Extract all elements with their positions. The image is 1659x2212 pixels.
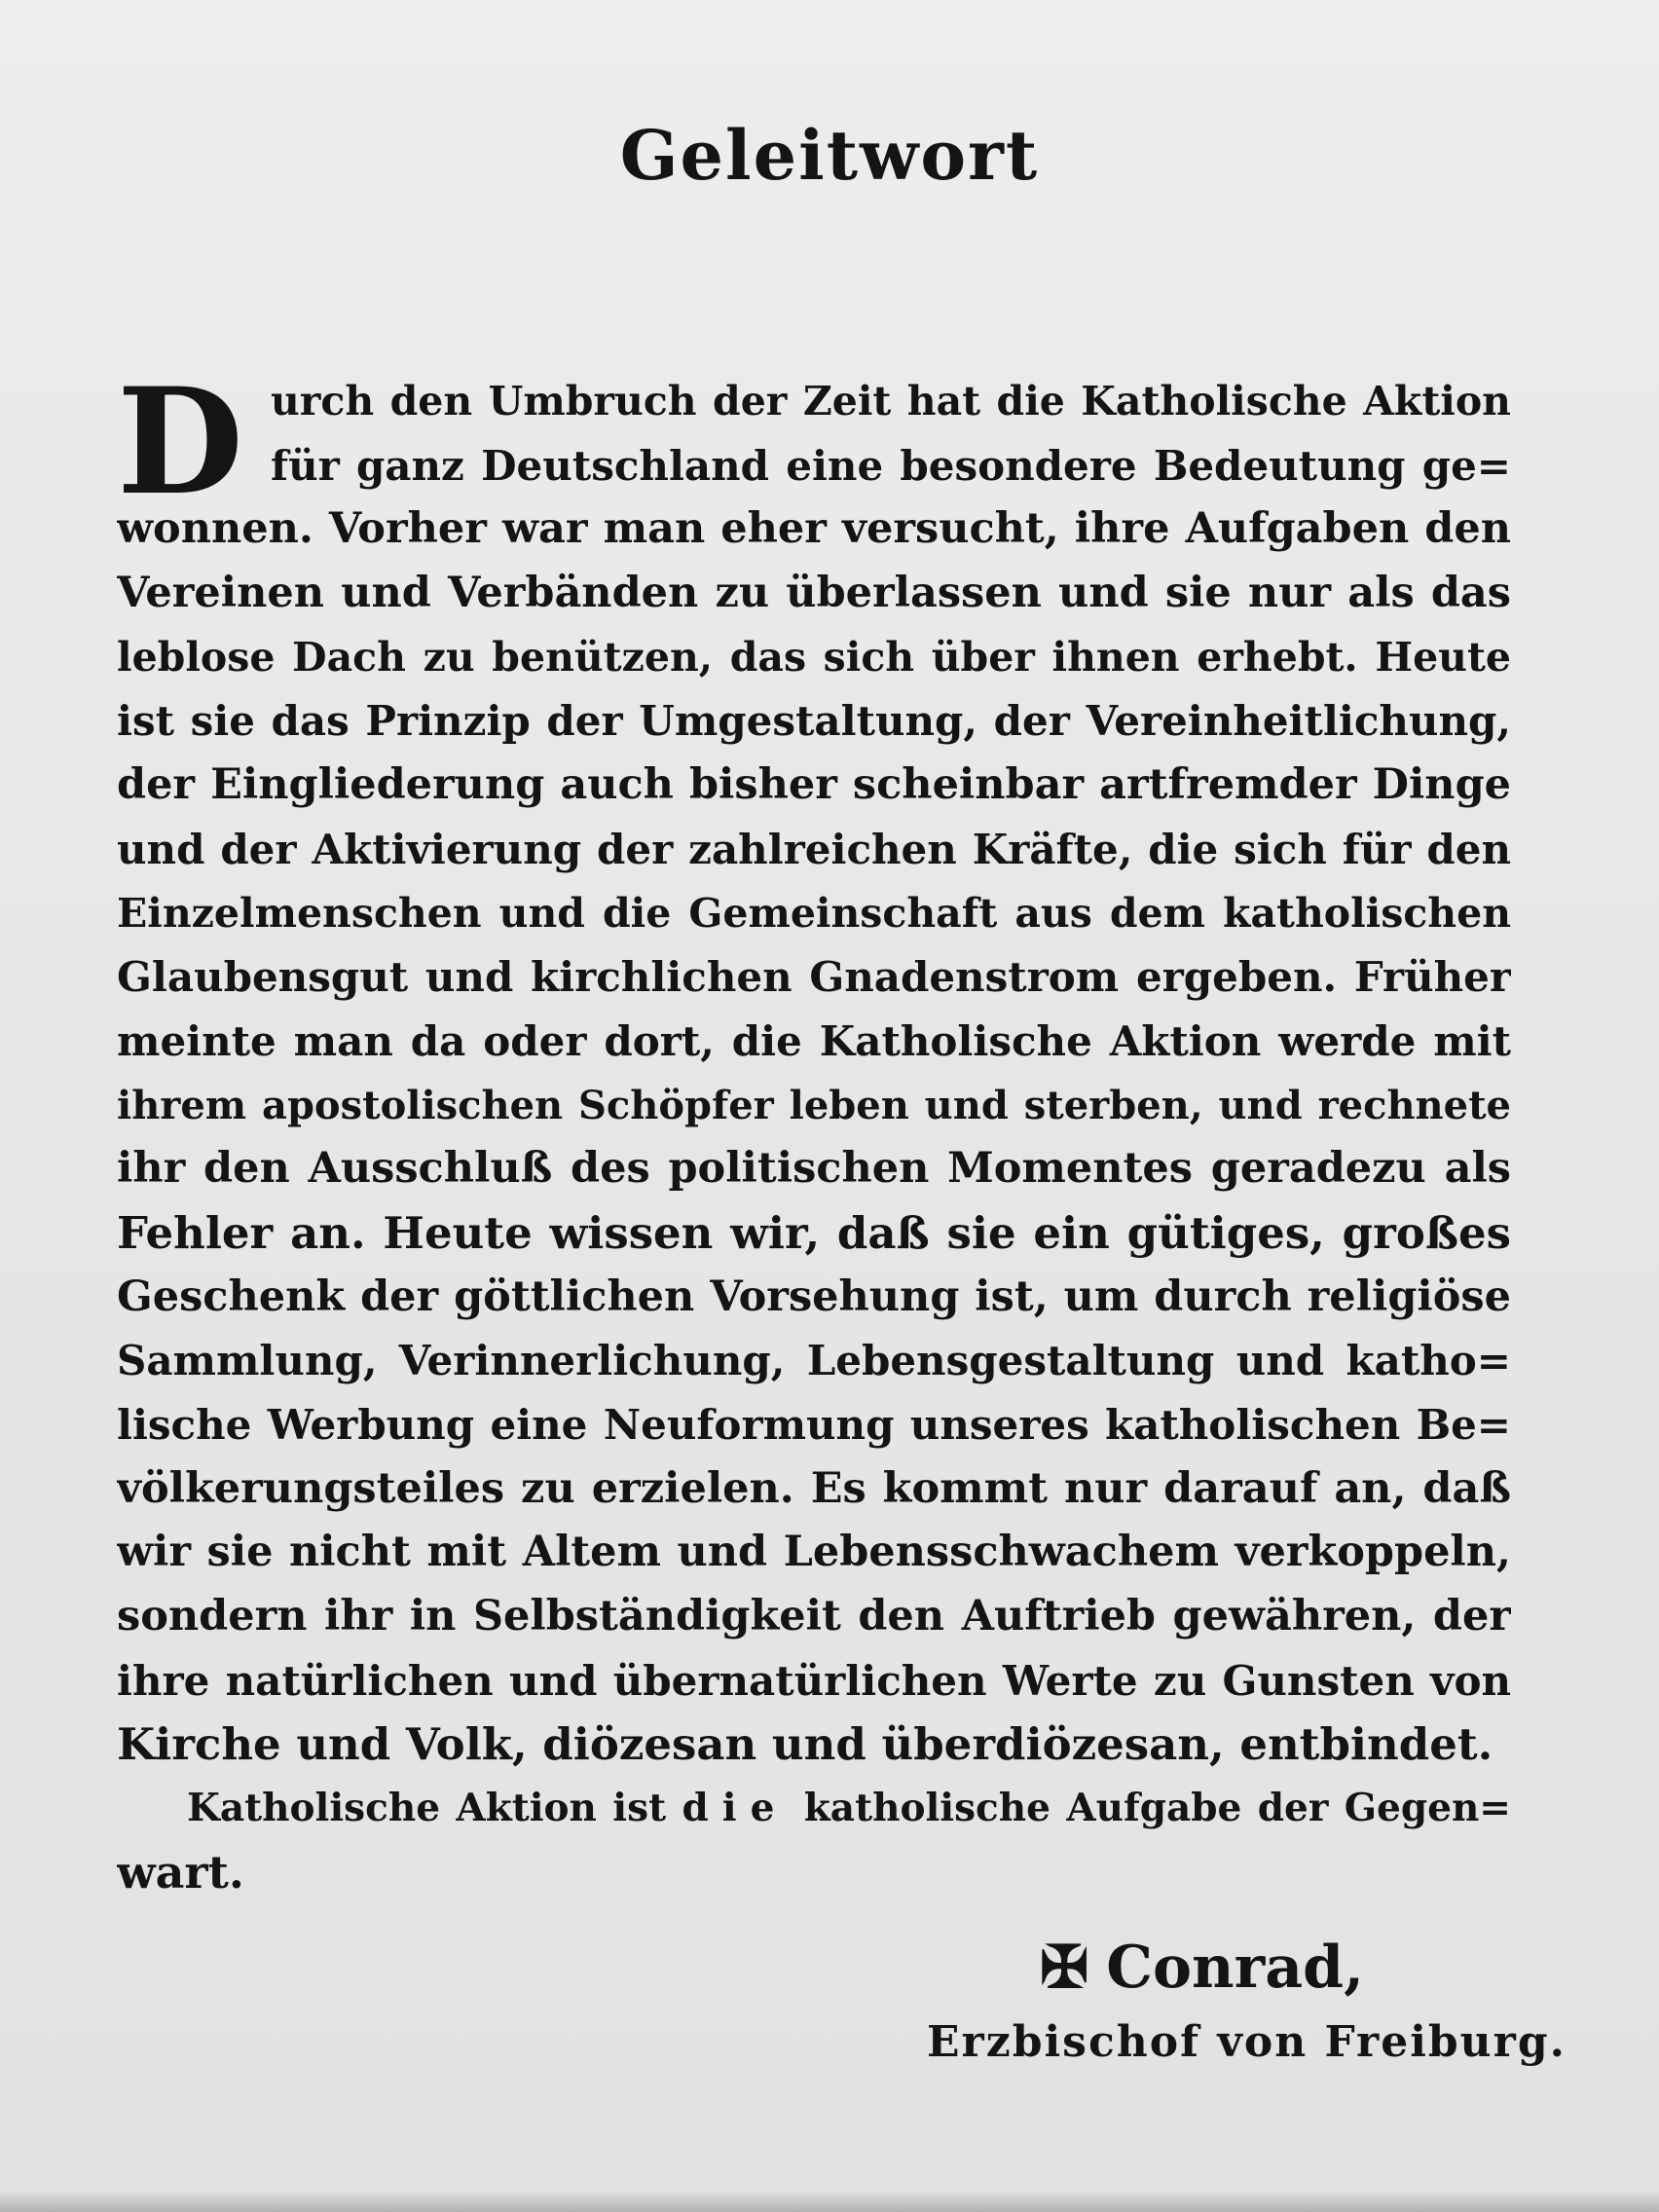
text-line: leblose Dach zu benützen, das sich über ihnen erhebt. Heute <box>117 633 1511 681</box>
text-line: der Eingliederung auch bisher scheinbar artfremder Dinge <box>117 760 1511 810</box>
text-line: ihr den Ausschluß des politischen Momentes geradezu als <box>117 1144 1511 1194</box>
drop-cap: D <box>117 356 244 528</box>
paragraph2-first-line <box>117 1777 1511 1841</box>
emphasis-word: die <box>682 1786 789 1831</box>
text-line: meinte man da oder dort, die Katholische Aktion werde mit <box>117 1016 1511 1065</box>
paragraph2-before: Katholische Aktion ist <box>187 1786 682 1831</box>
text-line: Fehler an. Heute wissen wir, daß sie ein gütiges, großes <box>117 1206 1511 1259</box>
text-line: Geschenk der göttlichen Vorsehung ist, um durch religiöse <box>117 1272 1511 1321</box>
paragraph2-after: katholische Aufgabe der Gegen= <box>788 1786 1511 1831</box>
cross-icon: ✠ <box>1040 1934 1089 2002</box>
signature-name: Conrad, <box>1106 1934 1365 2002</box>
text-line: Vereinen und Verbänden zu überlassen und sie nur als das <box>117 569 1511 618</box>
text-line: wonnen. Vorher war man eher versucht, ihre Aufgaben den <box>117 504 1511 554</box>
page-title: Geleitwort <box>619 115 1040 196</box>
signature-title: Erzbischof von Freiburg. <box>927 2017 1567 2067</box>
page-edge-shadow <box>0 2191 1659 2212</box>
body-text <box>117 356 1511 1905</box>
text-line: sondern ihr in Selbständigkeit den Auftrieb gewähren, der <box>117 1592 1511 1641</box>
text-line: urch den Umbruch der Zeit hat die Katholische Aktion <box>271 378 1511 424</box>
text-line: völkerungsteiles zu erzielen. Es kommt nur darauf an, daß <box>117 1463 1511 1513</box>
paragraph2-continuation: wart. <box>117 1845 244 1899</box>
text-line: ist sie das Prinzip der Umgestaltung, der Vereinheitlichung, <box>117 697 1511 746</box>
text-line: Sammlung, Verinnerlichung, Lebensgestaltung und katho= <box>117 1337 1511 1385</box>
text-line: lische Werbung eine Neuformung unseres katholischen Be= <box>117 1401 1511 1449</box>
text-line: Einzelmenschen und die Gemeinschaft aus dem katholischen <box>117 889 1511 937</box>
text-line: für ganz Deutschland eine besondere Bedeutung ge= <box>271 441 1511 490</box>
text-line: ihrem apostolischen Schöpfer leben und sterben, und rechnete <box>117 1082 1511 1128</box>
text-line: Glaubensgut und kirchlichen Gnadenstrom ergeben. Früher <box>117 953 1511 1002</box>
signature <box>1040 1934 1364 2002</box>
text-line: ihre natürlichen und übernatürlichen Werte zu Gunsten von <box>117 1656 1511 1705</box>
text-line: Kirche und Volk, diözesan und überdiözesan, entbindet. <box>117 1718 1493 1771</box>
text-line: wir sie nicht mit Altem und Lebensschwachem verkoppeln, <box>117 1528 1511 1577</box>
text-line: und der Aktivierung der zahlreichen Kräfte, die sich für den <box>117 825 1511 873</box>
